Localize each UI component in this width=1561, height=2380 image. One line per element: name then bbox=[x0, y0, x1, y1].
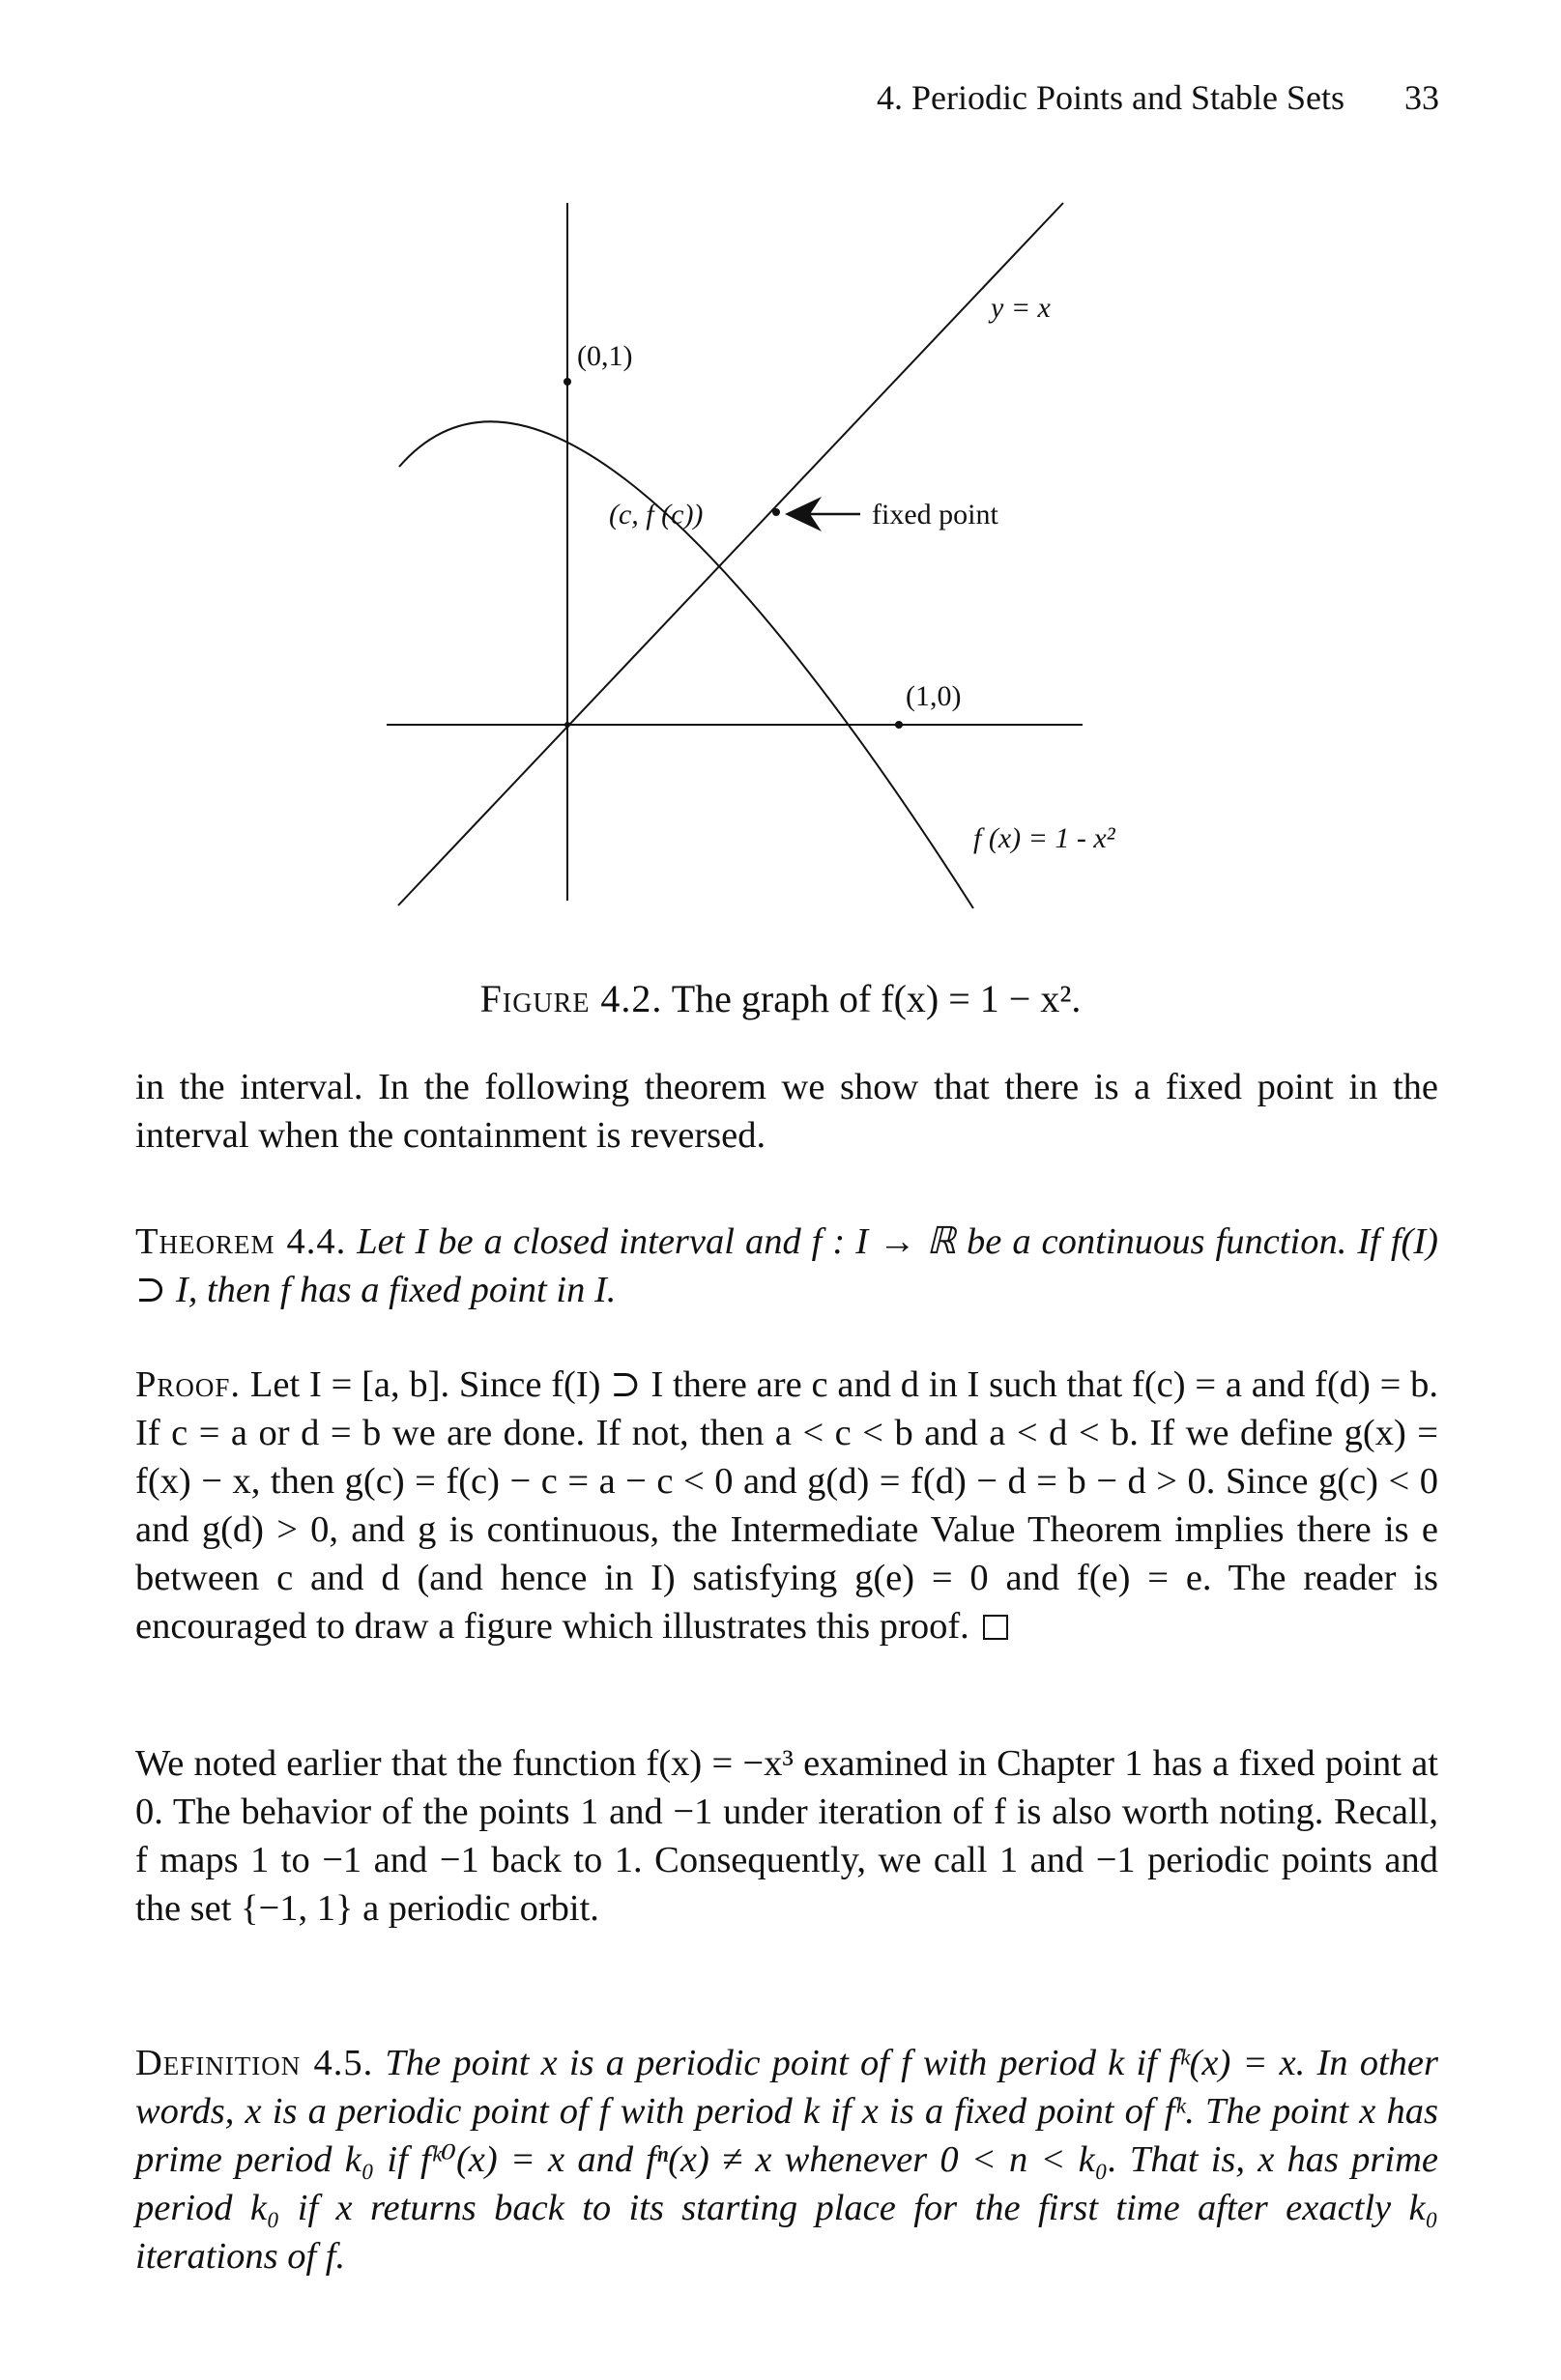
parabola-curve bbox=[399, 421, 973, 908]
theorem-label: Theorem 4.4. bbox=[135, 1221, 347, 1262]
definition-4-5 bbox=[135, 2039, 1438, 2280]
caption-text: The graph of f(x) = 1 − x². bbox=[671, 977, 1082, 1020]
figure-graph bbox=[0, 0, 1561, 966]
theorem-text: Let I be a closed interval and f : I → ℝ be a continuous function. If f(I) ⊃ I, then f has a fixed point in I. bbox=[135, 1221, 1438, 1310]
theorem-4-4 bbox=[135, 1218, 1438, 1314]
proof-label: Proof. bbox=[135, 1364, 242, 1405]
proof-text: Let I = [a, b]. Since f(I) ⊃ I there are c and d in I such that f(c) = a and f(d) = b. If c = a or d = b we are done. If not, then a < c < b and a < d < b. If we define g(x) = f(x) − x, then g(c) = f(c) − c = a − c < 0 and g(d) = f(d) − d = b − d > 0. Since g(c) < 0 and g(d) > 0, and g is continuous, the Intermediate Value Theorem implies there is e between c and d (and hence in I) satisfying g(e) = 0 and f(e) = e. The reader is encouraged to draw a figure which illustrates this proof. bbox=[135, 1364, 1439, 1647]
point-0-1-dot bbox=[564, 378, 571, 386]
label-point-c: (c, f (c)) bbox=[609, 499, 704, 530]
paragraph-2: We noted earlier that the function f(x) = −x³ examined in Chapter 1 has a fixed point at 0. The behavior of the points 1 and −1 under iteration of f is also worth noting. Recall, f maps 1 to −1 and −1 back to 1. Consequently, we call 1 and −1 periodic points and the set {−1, 1} a periodic orbit. bbox=[135, 1743, 1438, 1929]
figure-caption bbox=[0, 976, 1561, 1021]
qed-box-icon bbox=[983, 1615, 1008, 1640]
caption-label: Figure 4.2. bbox=[479, 977, 663, 1020]
label-function: f (x) = 1 - x² bbox=[973, 822, 1115, 854]
fixed-point-dot bbox=[772, 508, 780, 516]
line-y-eq-x bbox=[398, 203, 1063, 905]
proof bbox=[135, 1361, 1438, 1650]
label-fixed-point: fixed point bbox=[872, 499, 998, 530]
point-1-0-dot bbox=[895, 721, 903, 729]
page-number: 33 bbox=[1404, 78, 1439, 117]
label-y-eq-x: y = x bbox=[991, 292, 1051, 324]
running-title: 4. Periodic Points and Stable Sets bbox=[877, 78, 1344, 117]
label-point-1-0: (1,0) bbox=[906, 680, 962, 712]
label-point-0-1: (0,1) bbox=[577, 340, 633, 372]
definition-text: The point x is a periodic point of f with period k if fᵏ(x) = x. In other words, x is a periodic point of f with period k if x is a fixed point of fᵏ. The point x has prime period k₀ if fᵏ⁰(x) = x and fⁿ(x) ≠ x whenever 0 < n < k₀. That is, x has prime period k₀ if x returns back to its starting place for the first time after exactly k₀ iterations of f. bbox=[135, 2043, 1439, 2277]
definition-label: Definition 4.5. bbox=[135, 2043, 374, 2083]
origin-dot bbox=[564, 722, 570, 728]
fixed-point-arrow bbox=[785, 497, 860, 531]
paragraph-1: in the interval. In the following theorem we show that there is a fixed point in the interval when the containment is reversed. bbox=[135, 1067, 1438, 1156]
